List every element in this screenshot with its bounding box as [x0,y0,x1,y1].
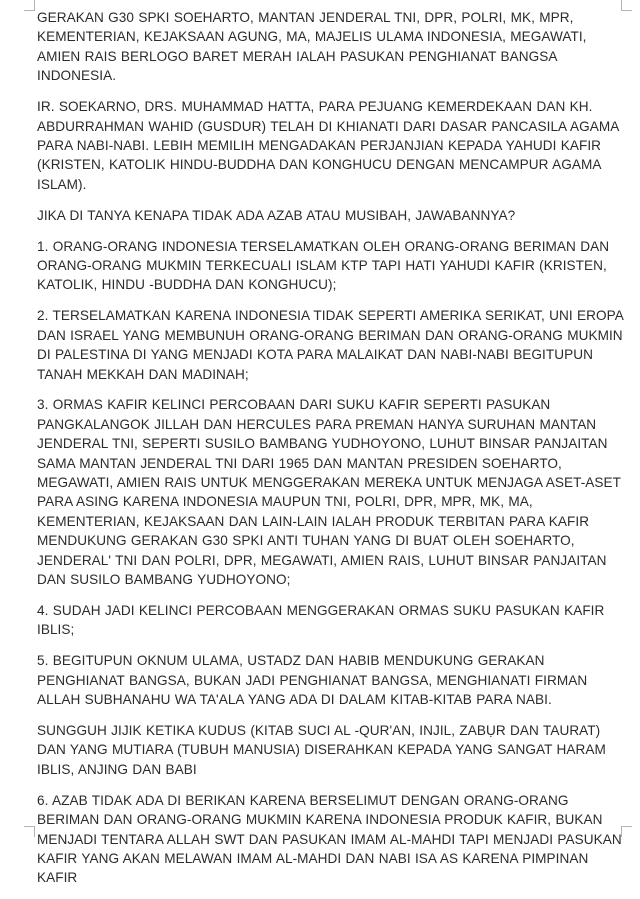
paragraph-point-3: 3. ORMAS KAFIR KELINCI PERCOBAAN DARI SUKU KAFIR SEPERTI PASUKAN PANGKALANGOK JILLAH DAN HERCULES PARA PREMAN HANYA SURUHAN MANTAN JENDERAL TNI, SEPERTI SUSILO BAMBANG YUDHOYONO, LUHUT BINSAR PANJAITAN SAMA MANTAN JENDERAL TNI DARI 1965 DAN MANTAN PRESIDEN SOEHARTO, MEGAWATI, AMIEN RAIS UNTUK MENGGERAKAN MEREKA UNTUK MENJAGA ASET-ASET PARA ASING KARENA INDONESIA MAUPUN TNI, POLRI, DPR, MPR, MK, MA, KEMENTERIAN, KEJAKSAAN DAN LAIN-LAIN IALAH PRODUK TERBITAN PARA KAFIR MENDUKUNG GERAKAN G30 SPKI ANTI TUHAN YANG DI BUAT OLEH SOEHARTO, JENDERAL' TNI DAN POLRI, DPR, MEGAWATI, AMIEN RAIS, LUHUT BINSAR PANJAITAN DAN SUSILO BAMBANG YUDHOYONO; [37,397,621,588]
document-body [37,8,627,899]
paragraph-holy-books: SUNGGUH JIJIK KETIKA KUDUS (KITAB SUCI AL -QUR'AN, INJIL, ZABỤR DAN TAURAT) DAN YANG MUTIARA (TUBUH MANUSIA) DISERAHKAN KEPADA YANG SANGAT HARAM IBLIS, ANJING DAN BABI [37,723,606,777]
paragraph-point-4: 4. SUDAH JADI KELINCI PERCOBAAN MENGGERAKAN ORMAS SUKU PASUKAN KAFIR IBLIS; [37,602,605,638]
paragraph-point-2: 2. TERSELAMATKAN KARENA INDONESIA TIDAK SEPERTI AMERIKA SERIKAT, UNI EROPA DAN ISRAEL YANG MEMBUNUH ORANG-ORANG BERIMAN DAN ORANG-ORANG MUKMIN DI PALESTINA DI YANG MENJADI KOTA PARA MALAIKAT DAN NABI-NABI BEGITUPUN TANAH MEKKAH DAN MADINAH; [37,308,624,382]
paragraph-point-5: 5. BEGITUPUN OKNUM ULAMA, USTADZ DAN HABIB MENDUKUNG GERAKAN PENGHIANAT BANGSA, BUKAN JADI PENGHIANAT BANGSA, MENGHIANATI FIRMAN ALLAH SUBHANAHU WA TA'ALA YANG ADA DI DALAM KITAB-KITAB PARA NABI. [37,653,588,708]
paragraph-point-1: 1. ORANG-ORANG INDONESIA TERSELAMATKAN OLEH ORANG-ORANG BERIMAN DAN ORANG-ORANG MUKMIN TERKECUALI ISLAM KTP TAPI HATI YAHUDI KAFIR (KRISTEN, KATOLIK, HINDU -BUDDHA DAN KONGHUCU); [37,238,610,293]
crop-mark-top-left [24,0,35,11]
paragraph-intro: GERAKAN G30 SPKI SOEHARTO, MANTAN JENDERAL TNI, DPR, POLRI, MK, MPR, KEMENTERIAN, KEJAKSAAN AGUNG, MA, MAJELIS ULAMA INDONESIA, MEGAWATI, AMIEN RAIS BERLOGO BARET MERAH IALAH PASUKAN PENGHIANAT BANGSA INDONESIA. [37,10,587,84]
crop-mark-bottom-left [24,826,35,837]
paragraph-founders: IR. SOEKARNO, DRS. MUHAMMAD HATTA, PARA PEJUANG KEMERDEKAAN DAN KH. ABDURRAHMAN WAHID (GUSDUR) TELAH DI KHIANATI DARI DASAR PANCASILA AGAMA PARA NABI-NABI. LEBIH MEMILIH MENGADAKAN PERJANJIAN KEPADA YAHUDI KAFIR (KRISTEN, KATOLIK HINDU-BUDDHA DAN KONGHUCU DENGAN MENCAMPUR AGAMA ISLAM). [37,99,619,192]
paragraph-point-6: 6. AZAB TIDAK ADA DI BERIKAN KARENA BERSELIMUT DENGAN ORANG-ORANG BERIMAN DAN ORANG-ORANG MUKMIN KARENA INDONESIA PRODUK KAFIR, BUKAN MENJADI TENTARA ALLAH SWT DAN PASUKAN IMAM AL-MAHDI TAPI MENJADI PASUKAN KAFIR YANG AKAN MELAWAN IMAM AL-MAHDI DAN NABI ISA AS KARENA PIMPINAN KAFIR [37,792,622,886]
paragraph-question: JIKA DI TANYA KENAPA TIDAK ADA AZAB ATAU MUSIBAH, JAWABANNYA? [37,207,516,223]
